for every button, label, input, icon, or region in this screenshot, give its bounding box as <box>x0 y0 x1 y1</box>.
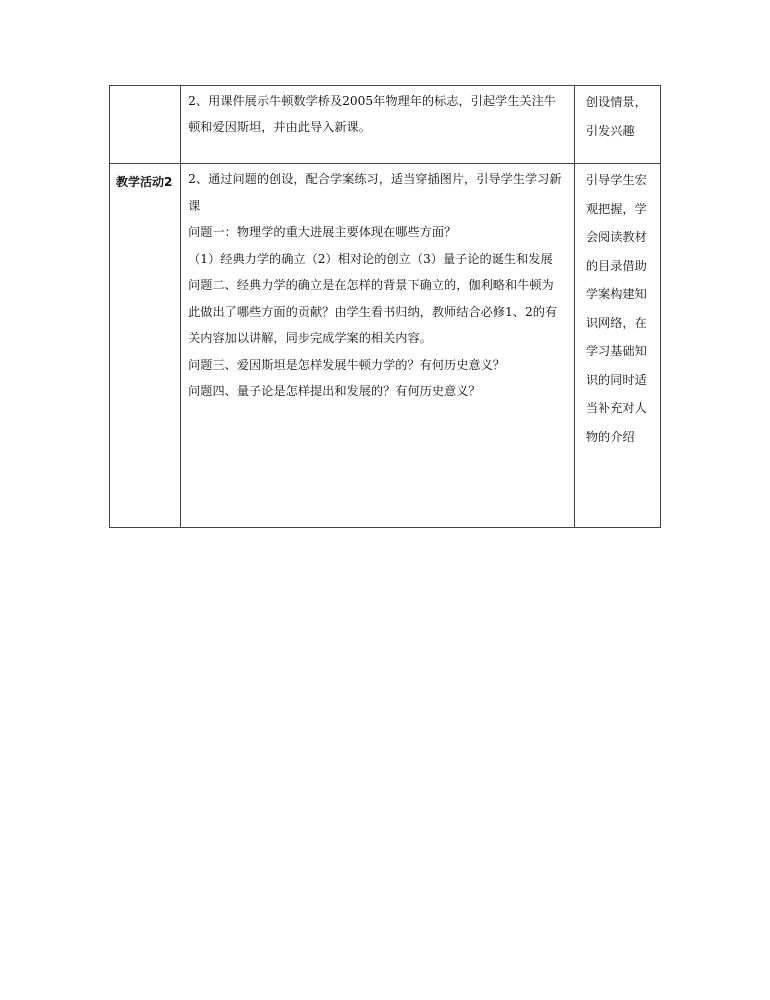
question-one-answer: （1）经典力学的确立（2）相对论的创立（3）量子论的诞生和发展 <box>188 251 553 266</box>
activity-label-cell: 教学活动2 <box>110 164 181 528</box>
design-intent-cell: 创设情景，引发兴趣 <box>574 86 660 164</box>
activity-content-cell <box>181 86 575 164</box>
question-three: 问题三、爱因斯坦是怎样发展牛顿力学的？有何历史意义？ <box>188 357 505 372</box>
activity-label-cell <box>110 86 181 164</box>
table-row <box>110 164 661 528</box>
question-two: 问题二、经典力学的确立是在怎样的背景下确立的，伽利略和牛顿为此做出了哪些方面的贡献？由学生看书归纳，教师结合必修1、2的有关内容加以讲解，同步完成学案的相关内容。 <box>188 278 558 345</box>
content-paragraph: 2、通过问题的创设，配合学案练习，适当穿插图片，引导学生学习新课 <box>188 172 562 213</box>
activity-content-cell <box>181 164 575 528</box>
question-four: 问题四、量子论是怎样提出和发展的？有何历史意义？ <box>188 384 481 398</box>
question-one: 问题一：物理学的重大进展主要体现在哪些方面？ <box>188 225 457 239</box>
lesson-plan-table <box>109 85 661 528</box>
content-paragraph: 2、用课件展示牛顿数学桥及2005年物理年的标志，引起学生关注牛顿和爱因斯坦，并由此导入新课。 <box>188 94 556 134</box>
table-row <box>110 86 661 164</box>
design-intent-cell: 引导学生宏观把握，学会阅读教材的目录借助学案构建知识网络，在学习基础知识的同时适当补充对人物的介绍 <box>574 164 660 528</box>
